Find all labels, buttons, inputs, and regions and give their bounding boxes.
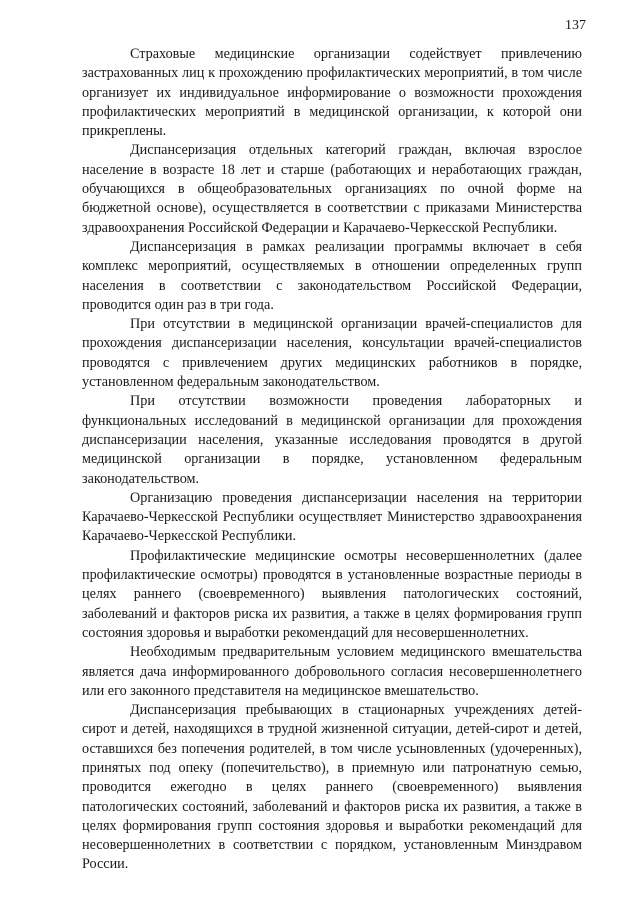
paragraph-minor-checkups: Профилактические медицинские осмотры несовершеннолетних (далее профилактические осмотры) проводятся в установленные возрастные периоды в целях раннего (своевременного) выявления патологических состояний, заболеваний и факторов риска их развития, а также в целях формирования групп состояния здоровья и выработки рекомендаций для несовершеннолетних. [82, 547, 582, 641]
body-text [82, 45, 582, 875]
paragraph-missing-lab-capacity: При отсутствии возможности проведения лабораторных и функциональных исследований в медицинской организации для прохождения диспансеризации населения, указанные исследования проводятся в другой медицинской организации в порядке, установленном федеральным законодательством. [82, 393, 582, 487]
paragraph-adult-dispensarization: Диспансеризация отдельных категорий граждан, включая взрослое население в возрасте 18 лет и старше (работающих и неработающих граждан, обучающихся в общеобразовательных организациях по очной форме на бюджетной основе), осуществляется в соответствии с приказами Министерства здравоохранения Российской Федерации и Карачаево-Черкесской Республики. [82, 142, 582, 236]
paragraph-informed-consent: Необходимым предварительным условием медицинского вмешательства является дача информированного добровольного согласия несовершеннолетнего или его законного представителя на медицинское вмешательство. [82, 644, 582, 699]
paragraph-organizing-ministry: Организацию проведения диспансеризации населения на территории Карачаево-Черкесской Республики осуществляет Министерство здравоохранения Карачаево-Черкесской Республики. [82, 489, 582, 545]
paragraph-orphans-dispensarization: Диспансеризация пребывающих в стационарных учреждениях детей-сирот и детей, находящихся в трудной жизненной ситуации, детей-сирот и детей, оставшихся без попечения родителей, в том числе усыновленных (удочеренных), принятых под опеку (попечительство), в приемную или патронатную семью, проводится ежегодно в целях раннего (своевременного) выявления патологических состояний, заболеваний и факторов риска их развития, а также в целях формирования групп состояния здоровья и выработки рекомендаций для несовершеннолетних в соответствии с порядком, установленным Минздравом России. [82, 702, 582, 873]
page-number: 137 [565, 18, 586, 33]
paragraph-program-scope: Диспансеризация в рамках реализации программы включает в себя комплекс мероприятий, осуществляемых в отношении определенных групп населения в соответствии с законодательством Российской Федерации, проводится один раз в три года. [82, 238, 582, 313]
paragraph-insurance-organizations: Страховые медицинские организации содействует привлечению застрахованных лиц к прохождению профилактических мероприятий, в том числе организует их индивидуальное информирование о возможности прохождения профилактических мероприятий в медицинской организации, к которой они прикреплены. [82, 46, 582, 140]
paragraph-missing-specialists: При отсутствии в медицинской организации врачей-специалистов для прохождения диспансеризации населения, консультации врачей-специалистов проводятся с привлечением других медицинских работников в порядке, установленном федеральным законодательством. [82, 316, 582, 391]
